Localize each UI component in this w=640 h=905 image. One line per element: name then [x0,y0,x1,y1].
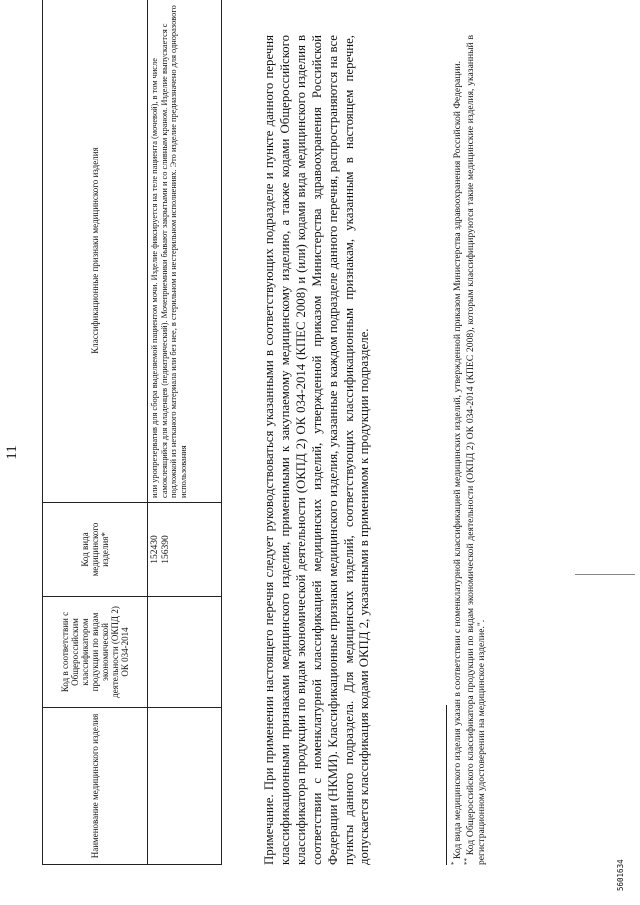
header-device-name: Наименование медицинского изделия [43,708,148,865]
device-type-code: 156390 [161,535,171,564]
footnote-mark: ** [462,858,471,865]
cell-device-name [148,708,222,865]
cell-classification-criteria: или уропрезерватив для сбора выделяемой пациентом мочи. Изделие фиксируется на теле пациента (мочевой), в том числе самоклеящийся для младенцев (педиатрический). Мочеприемники бывают закрытыми и со сливным краном. Изделие выпускается с подложкой из нетканого материала или без нее, в стерильном и нестерильном исполнениях. Это изделие предназначено для одноразового использования [148,0,222,503]
footnote [449,35,464,865]
table-header-row [43,0,148,865]
footnote [462,34,488,865]
header-device-type-code: Код вида медицинского изделия* [43,503,148,597]
cell-device-type-codes [148,503,222,597]
divider-line [575,574,635,575]
table-row [148,0,222,865]
cell-okpd2-code [148,597,222,708]
document-code: 5601634 [616,859,625,891]
footnote-text: Код вида медицинского изделия указан в соответствии с номенклатурной классификацией медицинских изделий, утвержденной приказом Министерства здравоохранения Российской Федерации. [452,60,463,860]
footnote-mark: * [449,861,458,865]
footnote-separator [446,705,447,865]
classification-table [42,0,222,865]
device-type-code: 152430 [150,535,160,564]
footnote-text: Код Общероссийского классификатора продукции по видам экономической деятельности (ОКПД 2) ОК 034-2014 (КПЕС 2008), которым классифицируются такие медицинские изделия, указанный в регистрационном удостоверении на медицинское изделие.". [464,34,487,865]
header-okpd2-code: Код в соответствии с Общероссийским классификатором продукции по видам экономической деятельности (ОКПД 2) ОК 034-2014 [43,597,148,708]
footnotes [449,34,489,865]
note-paragraph: Примечание. При применении настоящего перечня следует руководствоваться указанными в соответствующих подразделе и пункте данного перечня классификационными признаками медицинского изделия, применимыми к закупаемому медицинскому изделию, а также кодами Общероссийского классификатора продукции по видам экономической деятельности (ОКПД 2) ОК 034-2014 (КПЕС 2008) и (или) кодами вида медицинского изделия в соответствии с номенклатурной классификацией медицинских изделий, утвержденной приказом Министерства здравоохранения Российской Федерации (НКМИ). Классификационные признаки медицинского изделия, указанные в каждом подразделе данного перечня, распространяются на все пункты данного подраздела. Для медицинских изделий, соответствующих классификационным признакам, указанным в настоящем перечне, допускается классификация кодами ОКПД 2, указанными в применимом к продукции подразделе. [262,35,372,865]
header-classification-criteria: Классификационные признаки медицинского изделия [43,0,148,503]
page-number: 11 [4,445,20,460]
